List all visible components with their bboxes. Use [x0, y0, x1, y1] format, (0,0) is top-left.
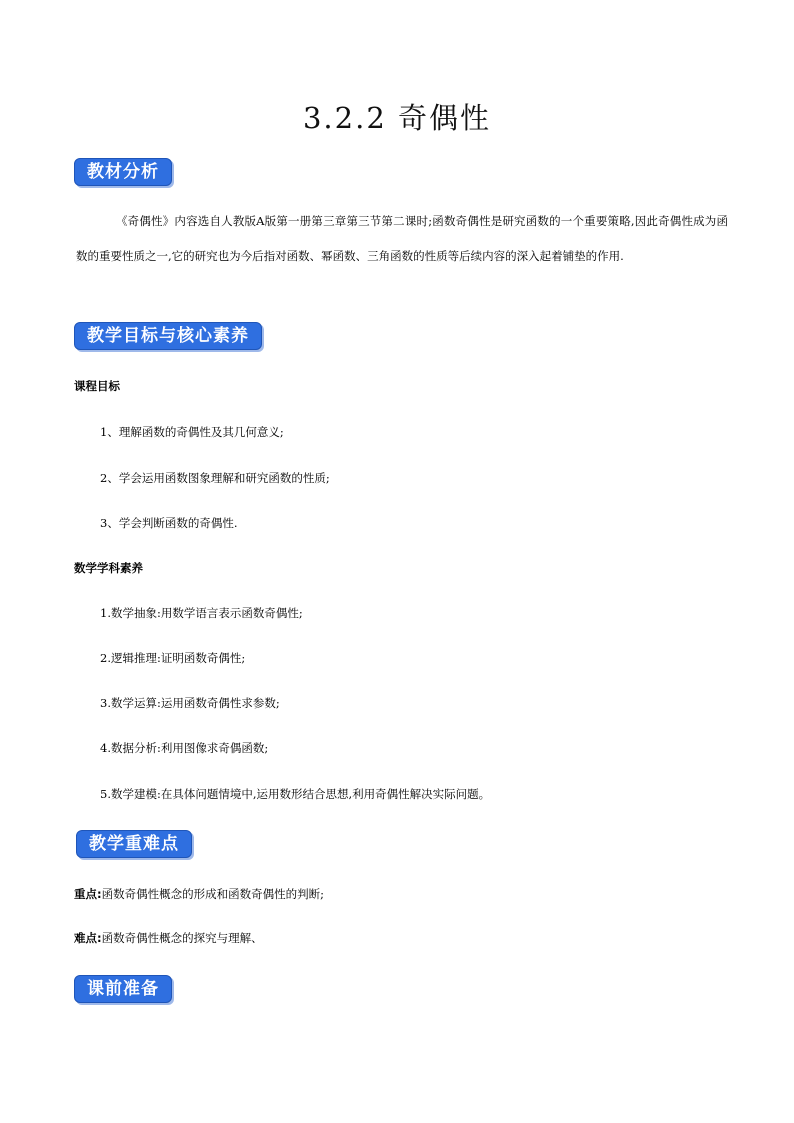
difficult-point-text: 函数奇偶性概念的探究与理解、 [101, 931, 263, 945]
section-heading-key-points: 教学重难点 [76, 830, 192, 858]
section-heading-goals: 教学目标与核心素养 [74, 322, 262, 350]
course-goal-item: 2、学会运用函数图象理解和研究函数的性质; [100, 471, 330, 485]
key-point-line [74, 886, 324, 902]
analysis-paragraph: 《奇偶性》内容选自人教版A版第一册第三章第三节第二课时;函数奇偶性是研究函数的一个重要策略,因此奇偶性成为函数的重要性质之一,它的研究也为今后指对函数、幂函数、三角函数的性质等后续内容的深入起着铺垫的作用. [76, 214, 728, 263]
key-point-label: 重点: [74, 887, 102, 901]
literacy-label: 数学学科素养 [74, 561, 143, 575]
literacy-item: 2.逻辑推理:证明函数奇偶性; [100, 651, 246, 665]
course-goals-label: 课程目标 [74, 379, 120, 393]
difficult-point-line [74, 930, 263, 946]
literacy-item: 1.数学抽象:用数学语言表示函数奇偶性; [100, 606, 303, 620]
key-point-text: 函数奇偶性概念的形成和函数奇偶性的判断; [101, 887, 324, 901]
literacy-item: 4.数据分析:利用图像求奇偶函数; [100, 741, 269, 755]
literacy-item: 5.数学建模:在具体问题情境中,运用数形结合思想,利用奇偶性解决实际问题。 [100, 787, 491, 801]
course-goal-item: 1、理解函数的奇偶性及其几何意义; [100, 425, 284, 439]
section-heading-prep: 课前准备 [74, 975, 172, 1003]
difficult-point-label: 难点: [74, 931, 102, 945]
literacy-item: 3.数学运算:运用函数奇偶性求参数; [100, 696, 280, 710]
course-goal-item: 3、学会判断函数的奇偶性. [100, 516, 238, 530]
section-heading-analysis: 教材分析 [74, 158, 172, 186]
page-title: 3.2.2 奇偶性 [302, 101, 491, 135]
